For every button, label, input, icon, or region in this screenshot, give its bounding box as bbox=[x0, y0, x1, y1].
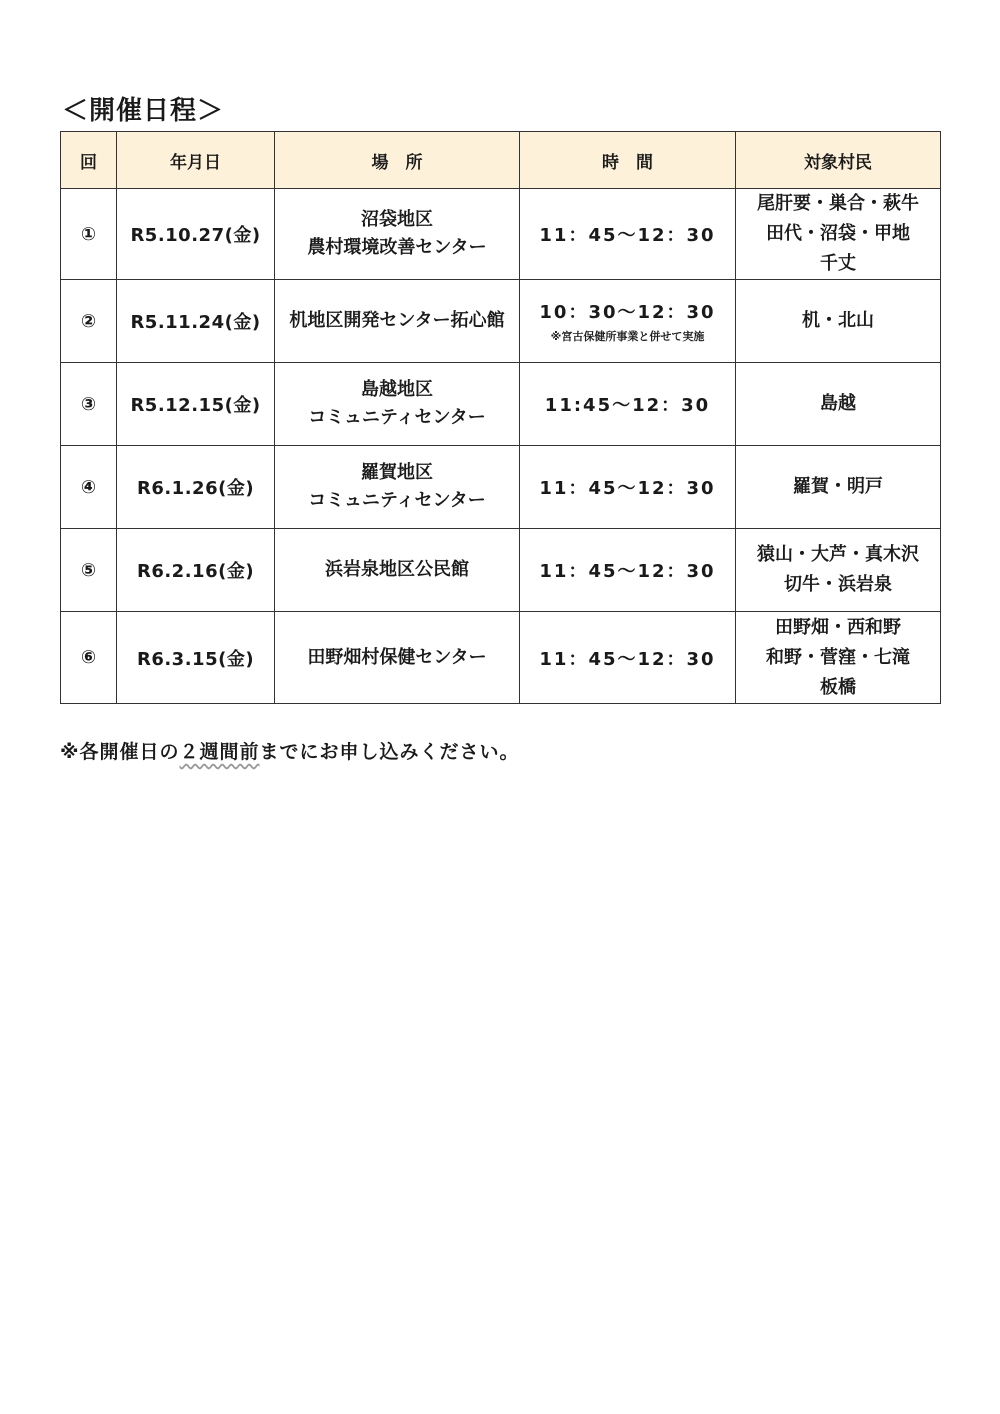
event-place bbox=[275, 280, 520, 363]
time-range: 11：45～12：30 bbox=[539, 648, 716, 670]
event-date: R6.1.26(金) bbox=[117, 446, 275, 529]
table-row bbox=[61, 446, 941, 529]
event-date: R5.11.24(金) bbox=[117, 280, 275, 363]
note-text-before: ※各開催日の bbox=[60, 741, 180, 763]
place-line: コミュニティセンター bbox=[308, 490, 486, 511]
place-line: 羅賀地区 bbox=[361, 462, 433, 483]
target-line: 切牛・浜岩泉 bbox=[784, 574, 892, 595]
event-place bbox=[275, 446, 520, 529]
round-number: ② bbox=[61, 280, 117, 363]
target-line: 尾肝要・巣合・萩牛 bbox=[757, 193, 919, 214]
round-number: ⑤ bbox=[61, 529, 117, 612]
target-residents bbox=[736, 189, 941, 280]
round-number: ④ bbox=[61, 446, 117, 529]
event-time bbox=[520, 189, 736, 280]
target-line: 机・北山 bbox=[802, 310, 874, 331]
place-line: 浜岩泉地区公民館 bbox=[325, 559, 469, 580]
page-title: ＜開催日程＞ bbox=[62, 96, 225, 126]
event-time bbox=[520, 280, 736, 363]
target-residents bbox=[736, 529, 941, 612]
target-line: 千丈 bbox=[820, 253, 856, 274]
event-time bbox=[520, 612, 736, 704]
event-place bbox=[275, 189, 520, 280]
round-number: ⑥ bbox=[61, 612, 117, 704]
target-line: 羅賀・明戸 bbox=[793, 476, 883, 497]
event-time bbox=[520, 446, 736, 529]
table-row bbox=[61, 363, 941, 446]
place-line: 沼袋地区 bbox=[361, 209, 433, 230]
target-residents bbox=[736, 446, 941, 529]
note-text-after: までにお申し込みください。 bbox=[259, 741, 520, 763]
place-line: 田野畑村保健センター bbox=[307, 646, 487, 668]
header-date: 年月日 bbox=[117, 132, 275, 189]
application-deadline-note bbox=[60, 737, 520, 764]
target-line: 和野・菅窪・七滝 bbox=[766, 646, 910, 668]
header-time: 時 間 bbox=[520, 132, 736, 189]
time-range: 10：30～12：30 bbox=[539, 302, 716, 323]
time-note: ※宮古保健所事業と併せて実施 bbox=[550, 330, 705, 343]
event-time bbox=[520, 529, 736, 612]
target-residents bbox=[736, 612, 941, 704]
table-row bbox=[61, 612, 941, 704]
header-place: 場 所 bbox=[275, 132, 520, 189]
target-line: 猿山・大芦・真木沢 bbox=[757, 544, 919, 565]
target-residents bbox=[736, 280, 941, 363]
target-line: 板橋 bbox=[820, 676, 856, 698]
event-place bbox=[275, 363, 520, 446]
table-row bbox=[61, 189, 941, 280]
target-line: 田野畑・西和野 bbox=[775, 616, 901, 638]
event-place bbox=[275, 529, 520, 612]
header-target: 対象村民 bbox=[736, 132, 941, 189]
place-line: 机地区開発センター拓心館 bbox=[289, 310, 505, 331]
event-date: R6.3.15(金) bbox=[117, 612, 275, 704]
event-place bbox=[275, 612, 520, 704]
target-line: 島越 bbox=[820, 393, 856, 414]
event-date: R5.10.27(金) bbox=[117, 189, 275, 280]
table-row bbox=[61, 529, 941, 612]
time-range: 11：45～12：30 bbox=[539, 478, 716, 499]
target-line: 田代・沼袋・甲地 bbox=[766, 223, 910, 244]
event-time bbox=[520, 363, 736, 446]
round-number: ① bbox=[61, 189, 117, 280]
table-row bbox=[61, 280, 941, 363]
place-line: コミュニティセンター bbox=[308, 407, 486, 428]
place-line: 農村環境改善センター bbox=[307, 237, 487, 258]
header-round: 回 bbox=[61, 132, 117, 189]
time-range: 11:45～12：30 bbox=[544, 395, 711, 416]
time-range: 11：45～12：30 bbox=[539, 225, 716, 246]
place-line: 島越地区 bbox=[361, 379, 433, 400]
event-date: R5.12.15(金) bbox=[117, 363, 275, 446]
schedule-table bbox=[60, 131, 941, 704]
table-header-row bbox=[61, 132, 941, 189]
target-residents bbox=[736, 363, 941, 446]
round-number: ③ bbox=[61, 363, 117, 446]
event-date: R6.2.16(金) bbox=[117, 529, 275, 612]
note-highlight: ２週間前 bbox=[179, 741, 260, 763]
time-range: 11：45～12：30 bbox=[539, 561, 716, 582]
